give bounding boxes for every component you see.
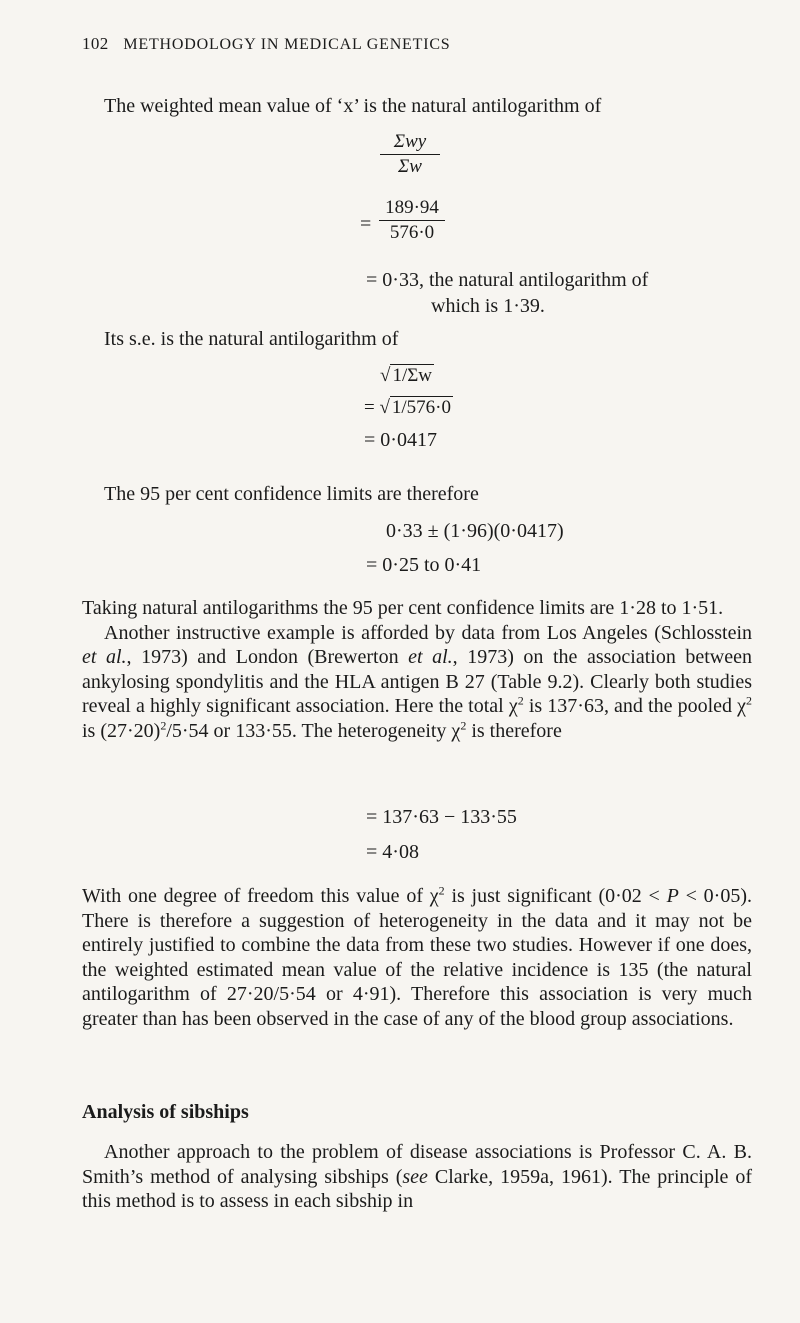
result-line: = 0·33, the natural antilogarithm of [366, 269, 649, 291]
paragraph-confidence-limits: Taking natural antilogarithms the 95 per cent confidence limits are 1·28 to 1·51. [82, 597, 724, 619]
paragraph-sibships: Another approach to the problem of disease associations is Professor C. A. B. Smith’s method of analysing sibships (see Clarke, 1959a, 1961). The principle of this method is to assess in each sibship in [82, 1141, 752, 1212]
ci-expression: 0·33 ± (1·96)(0·0417) [386, 520, 564, 542]
paragraph-degrees-of-freedom: With one degree of freedom this value of $\chi^2$ is just significant (0·02 < P < 0·05). There is therefore a suggestion of heterogeneity in the data and it may not be entirely justified to combine the data from these two studies. However if one does, the weighted estimated mean value of the relative incidence is 135 (the natural antilogarithm of 27·20/5·54 or 4·91). Therefore this association is very much greater than has been observed in the case of any of the blood group associations. [82, 883, 752, 1030]
heterogeneity-line-2: = 4·08 [366, 841, 419, 863]
sqrt-expression-1: √ 1/Σw [380, 365, 432, 386]
fraction-denominator: Σw [398, 156, 422, 177]
section-heading: Analysis of sibships [82, 1101, 249, 1123]
paragraph-hla-example: Another instructive example is afforded by data from Los Angeles (Schlosstein et al., 1973) and London (Brewerton et al., 1973) on the association between ankylosing spondylitis and the HLA antigen B 27 (Table 9.2). Clearly both studies reveal a highly significant association. Here the total $\chi^2$ is 137·63, and the pooled $\chi^2$ is $(27\cdot 20)^2/5\cdot 54$ or 133·55. The heterogeneity $\chi^2$ is therefore [82, 621, 753, 742]
ci-intro-line: The 95 per cent confidence limits are therefore [104, 483, 479, 505]
body-text-block-2 [82, 884, 752, 1031]
fraction-denominator: 576·0 [389, 222, 435, 243]
sqrt-icon: √ [380, 365, 391, 386]
fraction-numerator: Σwy [380, 130, 440, 155]
fraction-numeric [379, 196, 445, 245]
se-value-line: = 0·0417 [364, 429, 437, 451]
fraction-numerator: 189·94 [379, 196, 445, 221]
intro-line: The weighted mean value of ‘x’ is the natural antilogarithm of [104, 95, 602, 117]
body-text-block-1 [82, 596, 752, 743]
se-intro-line: Its s.e. is the natural antilogarithm of [104, 328, 399, 350]
equals-sign: = [360, 213, 372, 235]
running-title: METHODOLOGY IN MEDICAL GENETICS [123, 36, 451, 53]
body-text-block-3 [82, 1140, 752, 1214]
result-line-cont: which is 1·39. [431, 295, 545, 317]
sqrt-icon: √ [379, 397, 390, 418]
heterogeneity-line-1: = 137·63 − 133·55 [366, 806, 517, 828]
page-number: 102 [82, 34, 109, 53]
page-header [82, 34, 451, 54]
sqrt-expression-2: = √ 1/576·0 [364, 397, 452, 418]
ci-result: = 0·25 to 0·41 [366, 554, 482, 576]
fraction-sum-wy-over-sum-w [380, 130, 440, 179]
